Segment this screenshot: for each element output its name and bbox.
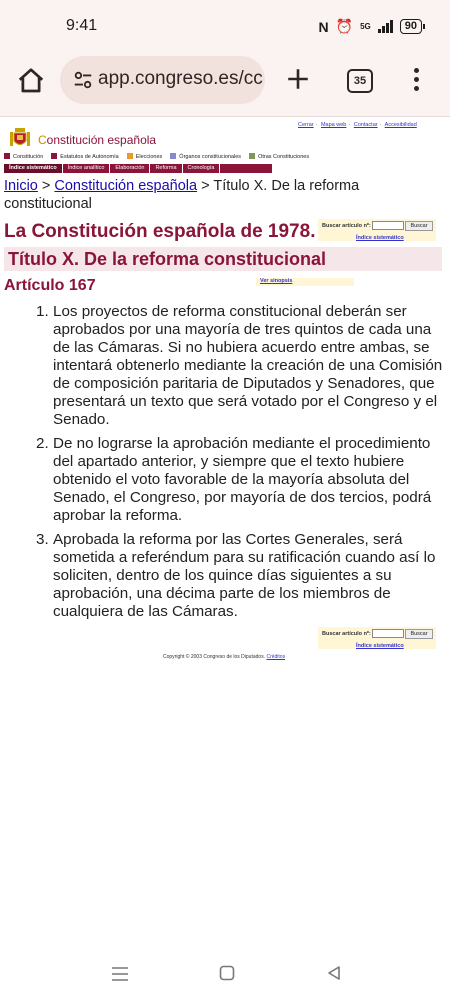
status-bar (0, 0, 450, 46)
breadcrumb-constitucion[interactable]: Constitución española (54, 178, 198, 194)
search-button[interactable]: Buscar (405, 221, 433, 231)
link-accesibilidad[interactable]: Accesibilidad (384, 122, 417, 128)
recent-apps-icon[interactable] (110, 966, 130, 982)
home-icon[interactable] (16, 66, 46, 96)
list-item: 1. Los proyectos de reforma constitucional deberán ser aprobados por una mayoría de tres quintos de cada una de las Cámaras. Si no hubiera acuerdo entre ambas, se intentará obtenerlo mediante la creación de una Comisión de composición paritaria de Diputados y Senadores, que presentará un texto que será votado por el Congreso y el Senado. (36, 303, 443, 428)
index-link[interactable]: Índice sistemático (356, 643, 404, 649)
link-contactar[interactable]: Contactar (353, 122, 378, 128)
article-number-input[interactable] (372, 629, 404, 638)
title-heading: Título X. De la reforma constitucional (8, 249, 327, 269)
site-settings-icon[interactable] (72, 69, 94, 91)
site-title[interactable]: Constitución española (38, 133, 157, 147)
alarm-icon: ⏰ (335, 18, 354, 34)
tab-reforma[interactable]: Reforma (150, 164, 182, 173)
signal-icon (378, 20, 393, 33)
category-constitucion[interactable]: Constitución (4, 153, 43, 160)
search-label: Buscar artículo nº: (322, 631, 371, 637)
article-number-input[interactable] (372, 221, 404, 230)
category-otras[interactable]: Otras Constituciones (249, 153, 309, 160)
home-nav-icon[interactable] (219, 965, 235, 981)
address-bar[interactable] (60, 56, 265, 104)
category-elecciones[interactable]: Elecciones (127, 153, 163, 160)
credits-link[interactable]: Créditos (266, 654, 286, 660)
title-band (4, 247, 442, 271)
tab-indice-sistematico[interactable]: Índice sistemático (4, 164, 63, 173)
url-text: app.congreso.es/cc (98, 68, 263, 89)
coat-of-arms-logo[interactable] (9, 126, 31, 150)
synopsis-link[interactable]: Ver sinopsis (256, 278, 354, 286)
network-type: 5G (360, 22, 371, 31)
list-item: 3. Aprobada la reforma por las Cortes Generales, será sometida a referéndum para su ratificación cuando así lo soliciten, dentro de los quince días siguientes a su aprobación, una décima parte de los miembros de cualquiera de las Cámaras. (36, 531, 436, 620)
system-navigation-bar (0, 950, 450, 1000)
article-search-top (318, 219, 436, 241)
utility-links: Cerrar · Mapa web · Contactar · Accesibilidad (298, 122, 417, 128)
category-square-icon (127, 153, 133, 159)
breadcrumb-home[interactable]: Inicio (4, 178, 38, 194)
category-organos[interactable]: Órganos constitucionales (170, 153, 241, 160)
nfc-icon: N (318, 18, 329, 35)
search-button[interactable]: Buscar (405, 629, 433, 639)
category-square-icon (4, 153, 10, 159)
tab-cronologia[interactable]: Cronología (183, 164, 221, 173)
category-square-icon (51, 153, 57, 159)
category-links (4, 153, 309, 160)
tab-elaboracion[interactable]: Elaboración (110, 164, 150, 173)
article-search-bottom (318, 627, 436, 649)
article-heading: Artículo 167 (4, 277, 96, 294)
new-tab-icon[interactable] (285, 66, 311, 92)
browser-toolbar (0, 46, 450, 117)
search-label: Buscar artículo nº: (322, 223, 371, 229)
tab-switcher-button[interactable]: 35 (347, 69, 373, 93)
category-estatutos[interactable]: Estatutos de Autonomía (51, 153, 118, 160)
back-icon[interactable] (326, 965, 342, 981)
category-square-icon (170, 153, 176, 159)
breadcrumb-current: > Título X. De la reforma constitucional (4, 178, 360, 212)
page-heading: La Constitución española de 1978. (4, 221, 316, 242)
category-square-icon (249, 153, 255, 159)
link-cerrar[interactable]: Cerrar (298, 122, 314, 128)
more-menu-icon[interactable] (412, 68, 420, 94)
status-icons (319, 18, 422, 35)
index-link[interactable]: Índice sistemático (356, 235, 404, 241)
battery-icon: 90 (400, 19, 422, 34)
article-list (36, 303, 443, 627)
tab-indice-analitico[interactable]: Índice analítico (63, 164, 111, 173)
link-mapa-web[interactable]: Mapa web (320, 122, 347, 128)
breadcrumb: Inicio > Constitución española > Título X. De la reforma constitucional (4, 178, 360, 212)
status-time: 9:41 (66, 17, 98, 34)
footer-copyright: Copyright © 2003 Congreso de los Diputados. Créditos (163, 654, 286, 660)
section-tabs (4, 164, 272, 173)
list-item: 2. De no lograrse la aprobación mediante el procedimiento del apartado anterior, y siempre que el texto hubiere obtenido el voto favorable de la mayoría absoluta del Senado, el Congreso, por mayoría de dos tercios, podrá aprobar la reforma. (36, 435, 432, 524)
